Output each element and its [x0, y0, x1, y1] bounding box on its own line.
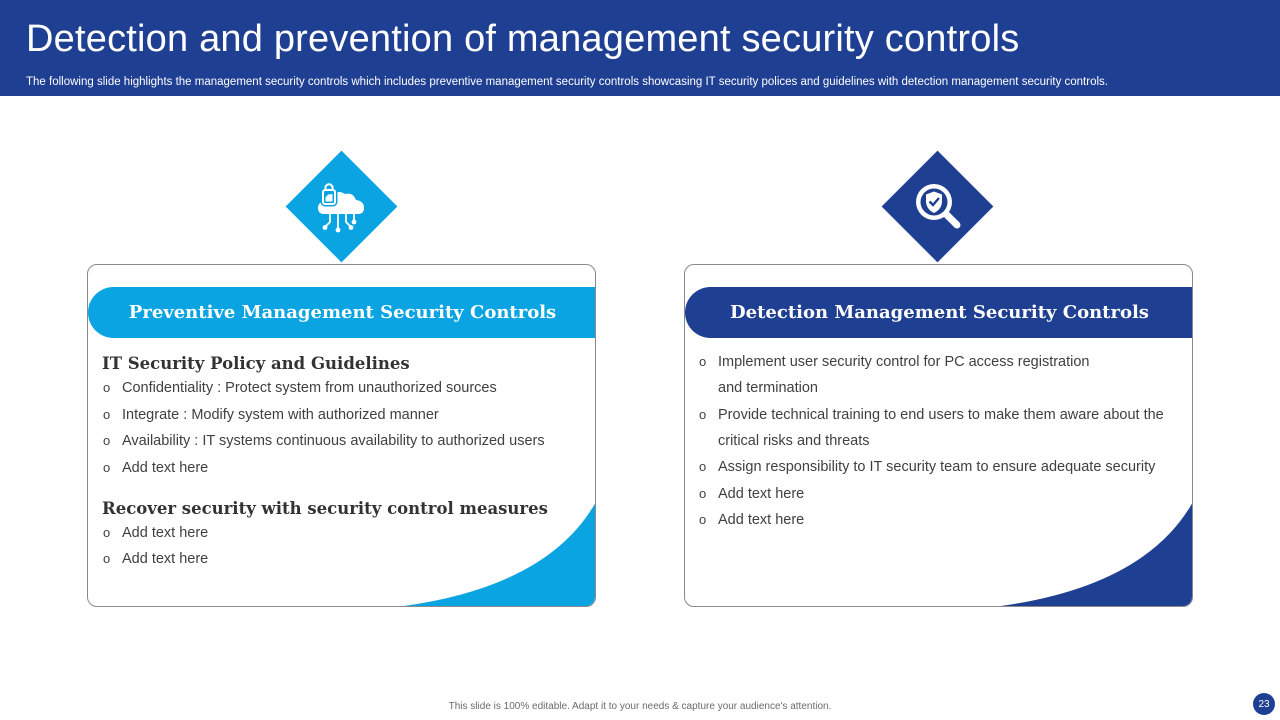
list-item: o Confidentiality : Protect system from unauthorized sources: [103, 380, 497, 396]
page-number-badge: 23: [1253, 693, 1275, 715]
list-item: o Implement user security control for PC access registration: [699, 354, 1090, 370]
list-item: o Add text here: [103, 551, 209, 567]
list-item: o Provide technical training to end users to make them aware about the: [699, 407, 1164, 423]
list-item: o Add text here: [103, 525, 209, 541]
list-item: o Add text here: [699, 512, 805, 528]
magnifier-shield-icon: [908, 178, 968, 238]
detection-controls-card: [684, 264, 1193, 607]
list-item: o Availability : IT systems continuous availability to authorized users: [103, 433, 545, 449]
detection-controls-header: Detection Management Security Controls: [685, 287, 1193, 338]
policy-bullet-list: [103, 380, 545, 486]
detection-bullet-list: [699, 354, 1164, 538]
list-item: o Add text here: [103, 459, 209, 476]
cloud-lock-icon: [312, 178, 372, 238]
section-heading-policy: IT Security Policy and Guidelines: [102, 354, 410, 373]
recover-bullet-list: [103, 525, 208, 577]
preventive-controls-header: Preventive Management Security Controls: [88, 287, 596, 338]
list-item: critical risks and threats: [718, 433, 870, 449]
list-item: o Integrate : Modify system with authorized manner: [103, 406, 439, 423]
preventive-controls-card: [87, 264, 596, 607]
footer-note: This slide is 100% editable. Adapt it to your needs & capture your audience's attention.: [448, 701, 832, 712]
list-item: o Assign responsibility to IT security team to ensure adequate security: [699, 459, 1156, 475]
title-banner: [0, 0, 1280, 96]
page-subtitle: The following slide highlights the management security controls which includes preventive management security controls showcasing IT security polices and guidelines with detection management security controls.: [26, 76, 1108, 88]
page-title: Detection and prevention of management security controls: [26, 18, 1020, 60]
section-heading-recover: Recover security with security control measures: [102, 499, 548, 518]
list-item: o Add text here: [699, 486, 805, 502]
list-item: and termination: [718, 380, 818, 396]
